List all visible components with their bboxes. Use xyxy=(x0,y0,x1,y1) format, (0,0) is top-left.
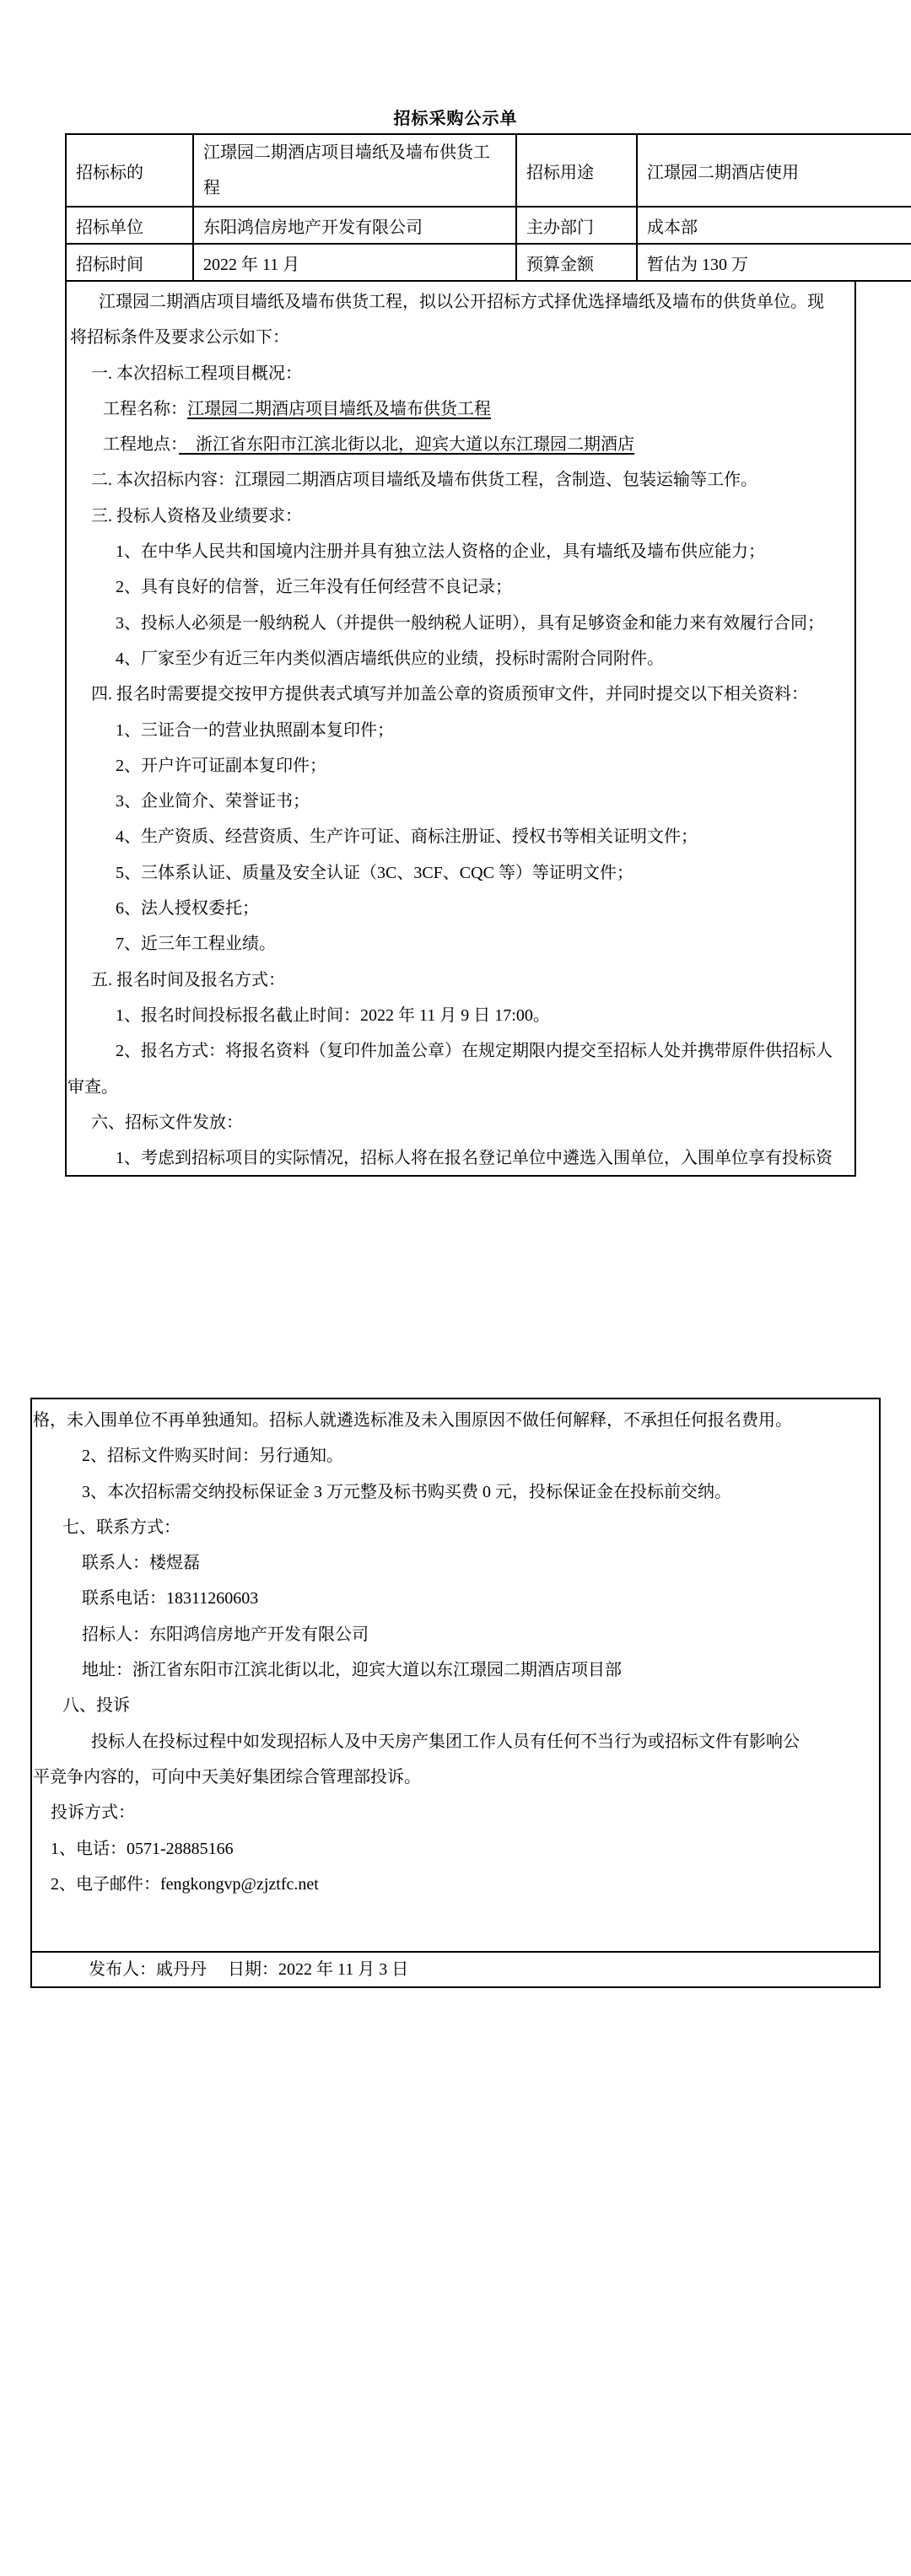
document-item: 6、法人授权委托； xyxy=(116,899,259,919)
distribution-continuation: 格，未入围单位不再单独通知。招标人就遴选标准及未入围原因不做任何解释，不承担任何报名费用。 xyxy=(33,1411,792,1430)
budget-value: 暂估为 130 万 xyxy=(637,244,911,281)
section-2-heading: 二. 本次招标内容：江璟园二期酒店项目墙纸及墙布供货工程，含制造、包装运输等工作。 xyxy=(91,471,757,490)
publisher: 发布人：戚丹丹 xyxy=(89,1960,207,1979)
footer-row xyxy=(32,1951,879,1986)
complaint-paragraph-continuation: 平竞争内容的，可向中天美好集团综合管理部投诉。 xyxy=(33,1767,421,1786)
project-name-label: 工程名称： xyxy=(103,399,187,418)
notice-box-page2 xyxy=(30,1398,881,1988)
notice-body-page2 xyxy=(32,1399,879,1917)
project-location-label: 工程地点： xyxy=(103,435,179,455)
host-dept-label: 主办部门 xyxy=(516,207,637,244)
complaint-phone-line: 1、电话：0571-28885166 xyxy=(51,1839,234,1858)
bid-purpose-label: 招标用途 xyxy=(516,134,637,207)
bid-subject-value: 江璟园二期酒店项目墙纸及墙布供货工程 xyxy=(193,134,516,207)
document-item: 2、开户许可证副本复印件； xyxy=(116,756,326,775)
bid-unit-value: 东阳鸿信房地产开发有限公司 xyxy=(193,207,516,244)
document-item: 7、近三年工程业绩。 xyxy=(116,935,276,954)
project-name-value: 江璟园二期酒店项目墙纸及墙布供货工程 xyxy=(187,399,491,418)
complaint-email-line: 2、电子邮件：fengkongvp@zjztfc.net xyxy=(51,1874,319,1894)
bid-purpose-value: 江璟园二期酒店使用 xyxy=(637,134,911,207)
section-3-heading: 三. 投标人资格及业绩要求： xyxy=(91,506,302,525)
table-row xyxy=(66,207,911,244)
qualification-item: 3、投标人必须是一般纳税人（并提供一般纳税人证明），具有足够资金和能力来有效履行合同； xyxy=(116,613,824,633)
bid-unit-label: 招标单位 xyxy=(66,207,193,244)
notice-box-page1 xyxy=(65,133,856,1177)
document-item: 3、企业简介、荣誉证书； xyxy=(116,792,310,811)
qualification-item: 2、具有良好的信誉，近三年没有任何经营不良记录； xyxy=(116,578,512,597)
complaint-method-heading: 投诉方式： xyxy=(51,1803,135,1823)
notice-body-page1 xyxy=(65,282,856,1177)
address-line: 地址：浙江省东阳市江滨北街以北，迎宾大道以东江璟园二期酒店项目部 xyxy=(82,1661,622,1680)
project-location-line xyxy=(103,427,854,462)
document-title: 招标采购公示单 xyxy=(393,110,518,128)
registration-method-continuation: 审查。 xyxy=(67,1077,118,1097)
qualification-item: 4、厂家至少有近三年内类似酒店墙纸供应的业绩，投标时需附合同附件。 xyxy=(116,649,664,668)
bid-time-value: 2022 年 11 月 xyxy=(193,244,516,281)
distribution-item: 1、考虑到招标项目的实际情况，招标人将在报名登记单位中遴选入围单位，入围单位享有投标资 xyxy=(116,1149,833,1168)
budget-label: 预算金额 xyxy=(516,244,637,281)
section-6-heading: 六、招标文件发放： xyxy=(91,1113,243,1132)
tenderer-line: 招标人：东阳鸿信房地产开发有限公司 xyxy=(82,1625,369,1644)
contact-person-line: 联系人：楼煜磊 xyxy=(82,1554,200,1573)
host-dept-value: 成本部 xyxy=(637,207,911,244)
section-1-heading: 一. 本次招标工程项目概况： xyxy=(91,364,302,383)
deposit-line: 3、本次招标需交纳投标保证金 3 万元整及标书购买费 0 元，投标保证金在投标前交纳。 xyxy=(82,1482,731,1501)
purchase-time-line: 2、招标文件购买时间：另行通知。 xyxy=(82,1447,343,1466)
table-row xyxy=(66,244,911,281)
registration-method-line: 2、报名方式：将报名资料（复印件加盖公章）在规定期限内提交至招标人处并携带原件供招标人 xyxy=(116,1042,833,1061)
section-4-heading: 四. 报名时需要提交按甲方提供表式填写并加盖公章的资质预审文件，并同时提交以下相关资料： xyxy=(91,685,808,704)
project-name-line xyxy=(103,391,854,427)
document-item: 5、三体系认证、质量及安全认证（3C、3CF、CQC 等）等证明文件； xyxy=(116,863,633,882)
opening-paragraph-line: 将招标条件及要求公示如下： xyxy=(70,328,289,348)
section-5-heading: 五. 报名时间及报名方式： xyxy=(91,970,285,989)
info-table xyxy=(65,133,911,282)
registration-deadline-line: 1、报名时间投标报名截止时间：2022 年 11 月 9 日 17:00。 xyxy=(116,1005,550,1025)
bid-subject-label: 招标标的 xyxy=(66,134,193,207)
qualification-item: 1、在中华人民共和国境内注册并具有独立法人资格的企业，具有墙纸及墙布供应能力； xyxy=(116,542,765,562)
document-item: 4、生产资质、经营资质、生产许可证、商标注册证、授权书等相关证明文件； xyxy=(116,827,698,847)
document-item: 1、三证合一的营业执照副本复印件； xyxy=(116,720,394,740)
project-location-value: 浙江省东阳市江滨北街以北，迎宾大道以东江璟园二期酒店 xyxy=(179,435,634,455)
bid-time-label: 招标时间 xyxy=(66,244,193,281)
opening-paragraph-line: 江璟园二期酒店项目墙纸及墙布供货工程，拟以公开招标方式择优选择墙纸及墙布的供货单位。现 xyxy=(99,293,824,311)
section-7-heading: 七、联系方式： xyxy=(62,1517,181,1537)
complaint-paragraph-line: 投标人在投标过程中如发现招标人及中天房产集团工作人员有任何不当行为或招标文件有影响公 xyxy=(91,1732,800,1751)
publish-date: 日期：2022 年 11 月 3 日 xyxy=(228,1960,409,1979)
section-8-heading: 八、投诉 xyxy=(62,1696,130,1716)
contact-phone-line: 联系电话：18311260603 xyxy=(82,1589,259,1609)
table-row xyxy=(66,134,911,207)
